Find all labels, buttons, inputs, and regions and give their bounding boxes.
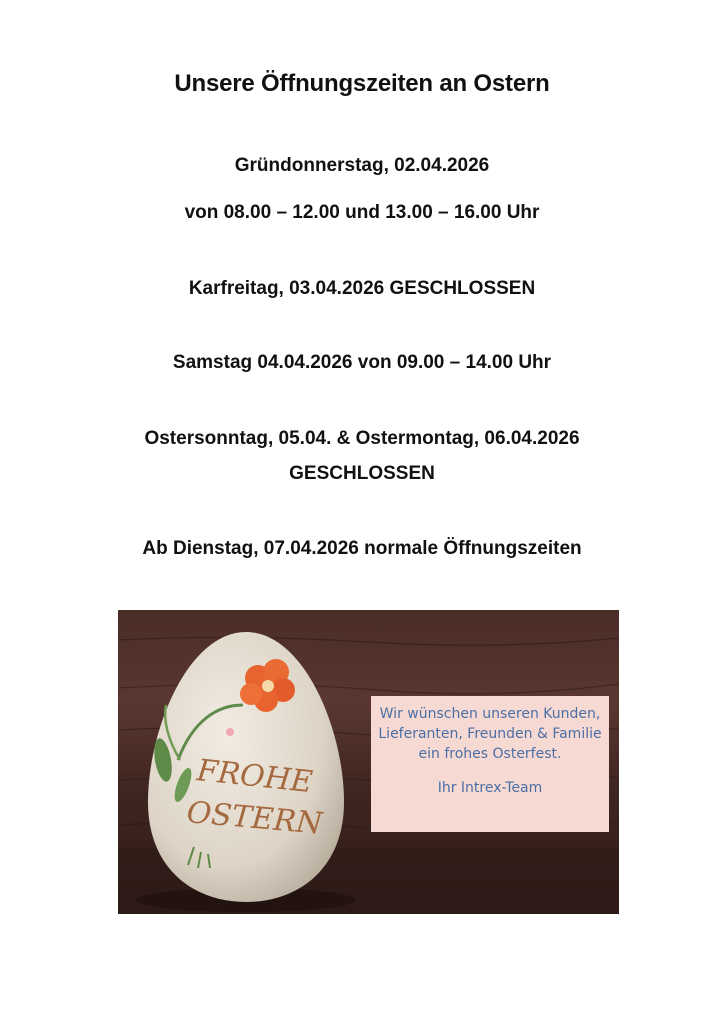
signature-text: Ihr Intrex-Team <box>437 780 543 796</box>
egg-text-frohe: FROHE <box>195 753 315 801</box>
egg-text-ostern: OSTERN <box>185 795 324 842</box>
samstag-line: Samstag 04.04.2026 von 09.00 – 14.00 Uhr <box>172 352 552 373</box>
greeting-card <box>371 696 609 832</box>
greeting-text: Wir wünschen unseren Kunden, Lieferanten, Freunden & Familie ein frohes Osterfest. <box>378 706 602 762</box>
ab-dienstag-line: Ab Dienstag, 07.04.2026 normale Öffnungszeiten <box>142 538 582 559</box>
karfreitag-line: Karfreitag, 03.04.2026 GESCHLOSSEN <box>188 278 536 299</box>
page-title: Unsere Öffnungszeiten an Ostern <box>174 70 550 97</box>
ostern-days-line: Ostersonntag, 05.04. & Ostermontag, 06.04.2026 <box>144 428 580 449</box>
gruendonnerstag-date: Gründonnerstag, 02.04.2026 <box>234 155 490 176</box>
gruendonnerstag-hours: von 08.00 – 12.00 und 13.00 – 16.00 Uhr <box>184 202 540 223</box>
ostern-closed-line: GESCHLOSSEN <box>289 463 435 484</box>
easter-egg-photo <box>118 610 619 914</box>
